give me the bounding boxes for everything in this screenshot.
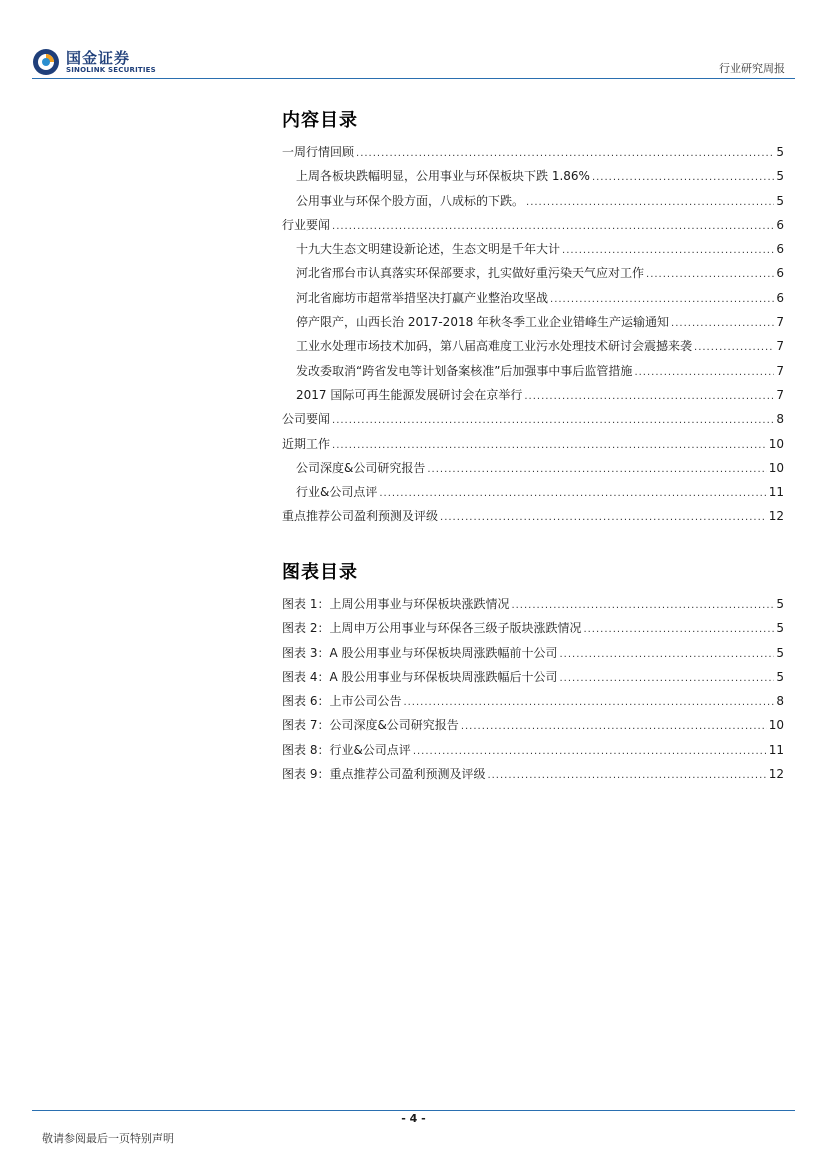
figure-entry[interactable]	[282, 641, 784, 665]
figure-entry-label: 图表 4：A 股公用事业与环保板块周涨跌幅后十公司	[282, 669, 558, 684]
toc-entry-label: 上周各板块跌幅明显，公用事业与环保板块下跌 1.86%	[296, 169, 590, 184]
dot-leader	[440, 506, 767, 530]
toc-entry[interactable]	[282, 359, 784, 383]
toc-entry[interactable]	[282, 407, 784, 431]
toc-entry-label: 重点推荐公司盈利预测及评级	[282, 509, 439, 524]
toc-entry-page-number: 5	[776, 169, 784, 184]
toc-entry-page-number: 7	[776, 363, 784, 378]
dot-leader	[487, 764, 766, 788]
toc-entry-label: 一周行情回顾	[282, 145, 355, 159]
toc-entry-label: 公司要闻	[282, 412, 331, 427]
toc-entry-page-number: 7	[776, 339, 784, 354]
toc-entry[interactable]	[282, 164, 784, 188]
toc-entry-page-number: 6	[776, 266, 784, 281]
figure-entry-label: 图表 9：重点推荐公司盈利预测及评级	[282, 767, 486, 782]
dot-leader	[583, 618, 774, 642]
dot-leader	[461, 715, 767, 739]
figure-entry[interactable]	[282, 665, 784, 689]
figure-entry-label: 图表 8：行业&公司点评	[282, 742, 411, 757]
figure-entry[interactable]	[282, 616, 784, 640]
header-divider	[32, 78, 795, 79]
toc-entry-label: 十九大生态文明建设新论述，生态文明是千年大计	[296, 242, 561, 257]
figure-entry-page-number: 8	[776, 694, 784, 709]
toc-entry-page-number: 11	[768, 485, 784, 500]
toc-entry[interactable]	[282, 213, 784, 237]
figures-list	[282, 592, 784, 786]
toc-entry[interactable]	[282, 261, 784, 285]
figure-entry-page-number: 10	[768, 718, 784, 733]
toc-entry-label: 公用事业与环保个股方面，八成标的下跌。	[296, 193, 525, 208]
dot-leader	[526, 191, 774, 215]
figure-entry[interactable]	[282, 738, 784, 762]
dot-leader	[634, 361, 774, 385]
figure-entry-page-number: 11	[768, 742, 784, 757]
brand-name-en: SINOLINK SECURITIES	[66, 65, 156, 74]
toc-entry-label: 停产限产，山西长治 2017-2018 年秋冬季工业企业错峰生产运输通知	[296, 315, 670, 330]
page-number: - 4 -	[401, 1112, 426, 1125]
dot-leader	[524, 385, 774, 409]
dot-leader	[403, 691, 774, 715]
toc-entry-label: 发改委取消“跨省发电等计划备案核准”后加强事中事后监管措施	[296, 363, 633, 378]
toc-entry[interactable]	[282, 237, 784, 261]
brand-name-cn: 国金证券	[66, 48, 131, 67]
figure-entry-page-number: 5	[776, 669, 784, 684]
toc-entry-page-number: 10	[768, 436, 784, 451]
dot-leader	[559, 643, 774, 667]
toc-entry-page-number: 7	[776, 387, 784, 402]
toc-entry[interactable]	[282, 310, 784, 334]
toc-entry[interactable]	[282, 456, 784, 480]
toc-entry[interactable]	[282, 189, 784, 213]
toc-entry[interactable]	[282, 334, 784, 358]
toc-title: 内容目录	[282, 110, 358, 131]
dot-leader	[332, 434, 767, 458]
toc-entry-page-number: 7	[776, 315, 784, 330]
toc-entry-label: 河北省廊坊市超常举措坚决打赢产业整治攻坚战	[296, 290, 549, 305]
dot-leader	[427, 458, 766, 482]
toc-entry-page-number: 6	[776, 217, 784, 232]
dot-leader	[379, 482, 766, 506]
brand-logo	[32, 46, 156, 78]
toc-entry[interactable]	[282, 504, 784, 528]
toc-entry[interactable]	[282, 383, 784, 407]
dot-leader	[694, 336, 774, 360]
figure-entry-label: 图表 2：上周申万公用事业与环保各三级子版块涨跌情况	[282, 621, 582, 636]
toc-entry[interactable]	[282, 432, 784, 456]
figure-entry-label: 图表 7：公司深度&公司研究报告	[282, 718, 459, 733]
figure-entry-page-number: 12	[768, 767, 784, 782]
sinolink-logo-icon	[32, 48, 60, 76]
toc-entry[interactable]	[282, 480, 784, 504]
dot-leader	[356, 142, 774, 166]
toc-entry-label: 公司深度&公司研究报告	[296, 460, 426, 475]
disclaimer-text: 敬请参阅最后一页特别声明	[42, 1132, 174, 1145]
dot-leader	[671, 312, 774, 336]
figures-title: 图表目录	[282, 562, 358, 583]
dot-leader	[562, 239, 774, 263]
toc-entry-label: 工业水处理市场技术加码，第八届高难度工业污水处理技术研讨会震撼来袭	[296, 339, 693, 354]
toc-entry-page-number: 6	[776, 290, 784, 305]
dot-leader	[332, 215, 774, 239]
toc-list	[282, 140, 784, 529]
figure-entry[interactable]	[282, 689, 784, 713]
figure-entry-page-number: 5	[776, 645, 784, 660]
dot-leader	[511, 594, 774, 618]
toc-entry[interactable]	[282, 140, 784, 164]
dot-leader	[592, 166, 774, 190]
figure-entry[interactable]	[282, 762, 784, 786]
toc-entry-page-number: 10	[768, 460, 784, 475]
dot-leader	[332, 409, 774, 433]
dot-leader	[559, 667, 774, 691]
toc-entry-label: 行业要闻	[282, 217, 331, 232]
toc-section	[282, 108, 784, 529]
dot-leader	[646, 263, 774, 287]
toc-entry-page-number: 12	[768, 509, 784, 524]
toc-entry-label: 近期工作	[282, 436, 331, 451]
toc-entry-page-number: 8	[776, 412, 784, 427]
footer-divider	[32, 1110, 795, 1111]
toc-entry-label: 2017 国际可再生能源发展研讨会在京举行	[296, 387, 523, 402]
toc-entry-label: 行业&公司点评	[296, 485, 378, 500]
toc-entry-page-number: 5	[776, 193, 784, 208]
dot-leader	[413, 740, 767, 764]
figure-entry-page-number: 5	[776, 621, 784, 636]
figure-entry[interactable]	[282, 592, 784, 616]
figure-entry[interactable]	[282, 713, 784, 737]
toc-entry-label: 河北省邢台市认真落实环保部要求，扎实做好重污染天气应对工作	[296, 266, 645, 281]
figure-entry-label: 图表 6：上市公司公告	[282, 694, 402, 709]
report-type-label: 行业研究周报	[719, 62, 785, 75]
toc-entry-page-number: 5	[776, 145, 784, 159]
dot-leader	[550, 288, 774, 312]
figures-section	[282, 560, 784, 786]
figure-entry-page-number: 5	[776, 597, 784, 611]
toc-entry[interactable]	[282, 286, 784, 310]
figure-entry-label: 图表 1：上周公用事业与环保板块涨跌情况	[282, 597, 510, 611]
figure-entry-label: 图表 3：A 股公用事业与环保板块周涨跌幅前十公司	[282, 645, 558, 660]
toc-entry-page-number: 6	[776, 242, 784, 257]
